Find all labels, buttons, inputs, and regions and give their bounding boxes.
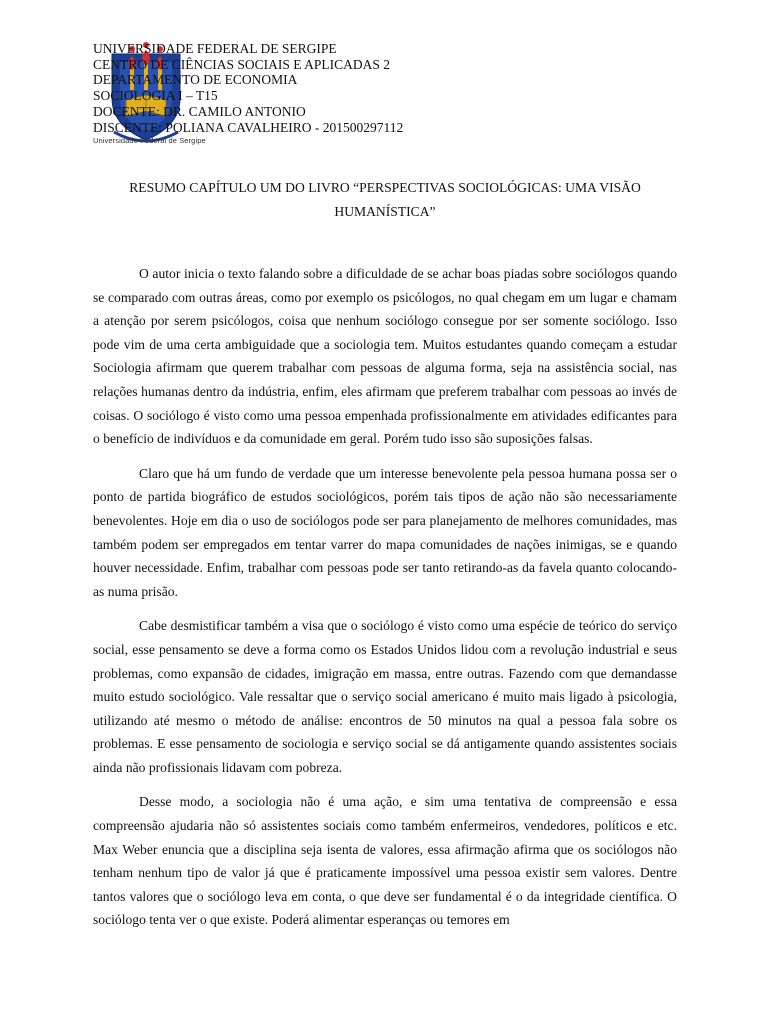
- document-title: RESUMO CAPÍTULO UM DO LIVRO “PERSPECTIVAS SOCIOLÓGICAS: UMA VISÃO HUMANÍSTICA”: [129, 180, 641, 219]
- document-body: [93, 262, 677, 932]
- header-student: DISCENTE: POLIANA CAVALHEIRO - 201500297112: [93, 119, 404, 135]
- header-university: UNIVERSIDADE FEDERAL DE SERGIPE: [93, 41, 337, 56]
- header-center: CENTRO DE CIÊNCIAS SOCIAIS E APLICADAS 2: [93, 56, 391, 72]
- paragraph: Claro que há um fundo de verdade que um interesse benevolente pela pessoa humana possa ser o ponto de partida biográfico de estudos sociológicos, porém tais tipos de ação não são necessariamente benevolentes. Hoje em dia o uso de sociólogos pode ser para planejamento de melhores comunidades, mas também podem ser empregados em tentar varrer do mapa comunidades de nações inimigas, se e quando houver necessidade. Enfim, trabalhar com pessoas pode ser tanto retirando-as da favela quanto colocando-as numa prisão.: [93, 465, 677, 599]
- header-course: SOCIOLOGIA I – T15: [93, 88, 218, 104]
- document-header: [93, 41, 653, 135]
- header-department: DEPARTAMENTO DE ECONOMIA: [93, 72, 298, 88]
- header-teacher: DOCENTE: DR. CAMILO ANTONIO: [93, 103, 306, 119]
- paragraph: Cabe desmistificar também a visa que o sociólogo é visto como uma espécie de teórico do serviço social, esse pensamento se deve a forma como os Estados Unidos lidou com a revolução industrial e seus problemas, como expansão de cidades, imigração em massa, entre outras. Fazendo com que demandasse muito estudo sociológico. Vale ressaltar que o serviço social americano é muito mais ligado à psicologia, utilizando até mesmo o método de análise: encontros de 50 minutos na qual a pessoa fala sobre os problemas. E esse pensamento de sociologia e serviço social se dá antigamente quando assistentes sociais ainda não profissionais lidavam com pobreza.: [93, 618, 677, 775]
- paragraph: O autor inicia o texto falando sobre a dificuldade de se achar boas piadas sobre sociólogos quando se comparado com outras áreas, como por exemplo os psicólogos, no qual chegam em um lugar e chamam a atenção por serem psicólogos, coisa que nenhum sociólogo consegue por ser somente sociólogo. Isso pode vim de uma certa ambiguidade que a sociologia tem. Muitos estudantes quando começam a estudar Sociologia afirmam que querem trabalhar com pessoas de alguma forma, seja na assistência social, nas relações humanas dentro da indústria, enfim, eles afirmam que preferem trabalhar com pessoas ao invés de coisas. O sociólogo é visto como uma pessoa empenhada profissionalmente em atividades edificantes para o benefício de indivíduos e da comunidade em geral. Porém tudo isso são suposições falsas.: [93, 266, 677, 447]
- logo-caption: Universidade Federal de Sergipe: [93, 136, 206, 145]
- paragraph: Desse modo, a sociologia não é uma ação, e sim uma tentativa de compreensão e essa compreensão ajudaria não só assistentes sociais como também enfermeiros, vendedores, políticos e etc. Max Weber enuncia que a disciplina seja isenta de valores, essa afirmação afirma que os sociólogos não tenham nenhum tipo de valor já que é praticamente impossível uma pessoa existir sem valores. Dentre tantos valores que o sociólogo leva em conta, o que deve ser fundamental é o da integridade científica. O sociólogo tenta ver o que existe. Poderá alimentar esperanças ou temores em: [93, 794, 677, 928]
